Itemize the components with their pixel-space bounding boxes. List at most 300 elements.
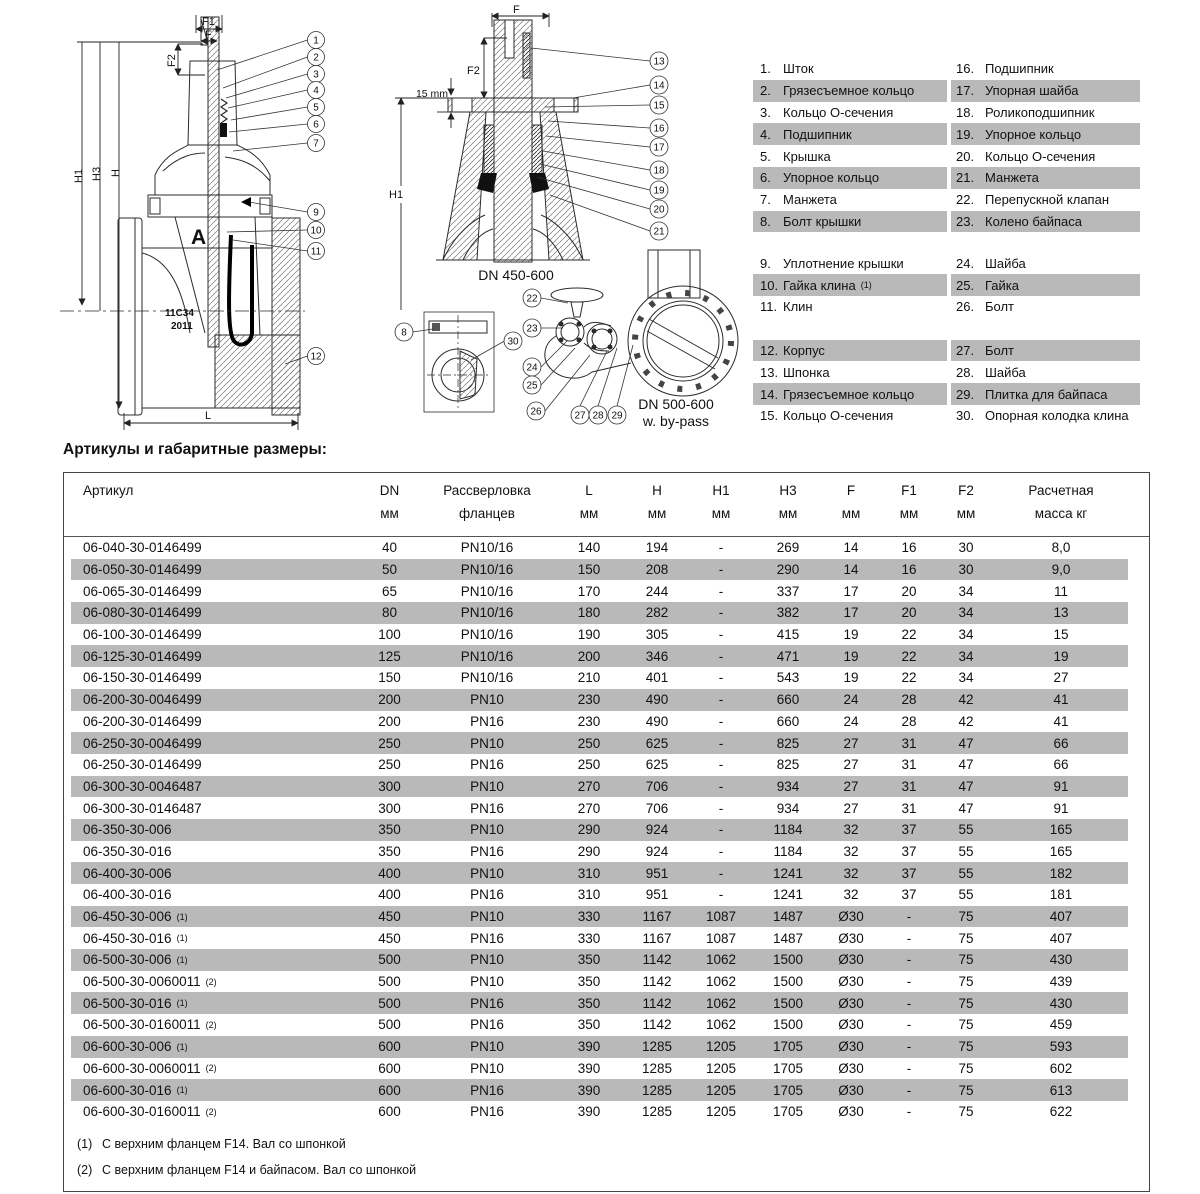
legend-part-name: Кольцо О-сечения [783,408,894,424]
cell-h1: - [688,689,754,711]
cell-h1: - [718,583,724,599]
cell-f2: 75 [958,930,974,946]
cell-h3: 934 [776,800,800,816]
cell-h1: 1205 [688,1079,754,1101]
svg-text:6: 6 [313,119,319,131]
cell-h: 924 [626,819,688,841]
cell-l: 290 [577,843,601,859]
cell-f: 27 [822,776,880,798]
cell-l: 230 [577,713,601,729]
cell-f: Ø30 [822,1079,880,1101]
cell-h: 706 [626,776,688,798]
caption-dn450-600: DN 450-600 [478,267,554,283]
cell-h1: - [718,540,724,556]
cell-mass: 622 [1049,1104,1073,1120]
cell-f1: 28 [880,689,938,711]
cell-drilling: PN10/16 [422,645,552,667]
cell-mass: 15 [1053,627,1069,643]
cell-h: 1167 [626,906,688,928]
svg-text:27: 27 [574,410,586,422]
legend-part-number: 13. [760,364,779,380]
legend-part-number: 7. [760,192,771,208]
cell-drilling: PN16 [470,800,504,816]
footnote-marker: (1) [77,1136,93,1151]
cell-mass: 430 [994,992,1128,1014]
cell-dn: 500 [378,974,401,990]
cell-f2: 47 [958,800,974,816]
cell-l: 180 [552,602,626,624]
cell-h: 194 [645,540,669,556]
cell-f1: 31 [880,732,938,754]
cell-h3: 1705 [772,1104,804,1120]
cell-article: 06-500-30-0160011 (2) [83,1017,217,1033]
cell-article: 06-080-30-0146499 [71,602,357,624]
cell-drilling: PN10 [422,1036,552,1058]
legend-part-name: Уплотнение крышки [783,255,904,271]
cell-f2: 75 [958,1060,974,1076]
cell-drilling: PN10 [422,819,552,841]
legend-part-number: 4. [753,123,783,145]
legend-part-number: 9. [760,255,771,271]
callout-23 [523,319,563,337]
table-footnotes [64,1131,1149,1191]
table-row [64,1036,1149,1058]
col-header-dn: DN мм [379,483,400,521]
dim-15mm-label: 15 mm [415,88,449,100]
svg-text:21: 21 [653,226,665,238]
callout-17 [546,136,668,156]
cell-f2: 75 [938,906,994,928]
cell-h3: 1500 [772,1017,804,1033]
cell-article: 06-600-30-0160011 (2) [83,1104,217,1120]
cell-drilling: PN10/16 [422,602,552,624]
cell-f2: 47 [938,732,994,754]
legend-part-number: 2. [753,80,783,102]
legend-part-number: 16. [956,61,975,77]
cell-h3: 1500 [772,974,804,990]
table-row [64,1079,1149,1101]
cell-h: 490 [645,713,669,729]
cell-f2: 47 [938,776,994,798]
cell-drilling: PN16 [470,1104,504,1120]
cell-dn: 300 [378,800,401,816]
svg-text:23: 23 [526,323,538,335]
cell-h1: - [718,713,724,729]
cell-mass: 41 [994,689,1128,711]
cell-dn: 600 [357,1079,422,1101]
cell-drilling: PN16 [470,887,504,903]
cell-article: 06-125-30-0146499 [71,645,357,667]
svg-text:24: 24 [526,362,538,374]
cell-dn: 400 [357,862,422,884]
table-row [64,949,1149,971]
legend-part-number: 28. [956,364,975,380]
svg-text:4: 4 [313,85,319,97]
cell-mass: 19 [994,645,1128,667]
cell-h3: 1241 [772,887,804,903]
callout-14 [573,76,668,98]
cell-h3: 934 [754,776,822,798]
cell-article: 06-350-30-016 [83,843,172,859]
legend-row [753,58,1140,80]
svg-text:5: 5 [313,102,319,114]
cell-dn: 200 [357,689,422,711]
footnote-text: С верхним фланцем F14. Вал со шпонкой [102,1136,346,1151]
cell-f: 27 [843,800,859,816]
table-row [64,1101,1149,1123]
cell-dn: 65 [381,583,398,599]
cell-dn: 350 [378,843,401,859]
footnote-row [64,1131,1149,1157]
cell-h3: 1705 [772,1060,804,1076]
body-marking-line2: 2011 [171,321,193,332]
legend-part-number: 3. [760,104,771,120]
cell-h: 401 [645,670,669,686]
cell-f: 19 [843,670,859,686]
cell-h3: 1500 [754,949,822,971]
legend-part-name: Гайка клина (1) [783,274,947,296]
cell-h1: - [688,862,754,884]
svg-text:2: 2 [313,52,319,64]
cell-f2: 55 [938,819,994,841]
cell-f2: 42 [958,713,974,729]
cell-h1: - [718,887,724,903]
cell-mass: 41 [1053,713,1069,729]
cell-article: 06-450-30-006 (1) [71,906,357,928]
cell-drilling: PN10/16 [460,670,514,686]
cell-article: 06-400-30-006 [71,862,357,884]
cell-h: 1285 [626,1079,688,1101]
parts-legend [753,58,1140,427]
cell-drilling: PN16 [470,757,504,773]
cell-l: 270 [577,800,601,816]
cell-f1: 31 [901,757,917,773]
cell-h3: 471 [754,645,822,667]
cell-f: 17 [843,583,859,599]
cell-article: 06-600-30-0060011 (2) [83,1060,217,1076]
table-row [64,667,1149,689]
legend-row [753,383,1140,405]
cell-article: 06-040-30-0146499 [83,540,202,556]
cell-dn: 400 [378,887,401,903]
cell-f1: - [906,930,912,946]
cell-mass: 91 [994,776,1128,798]
legend-part-name: Перепускной клапан [985,192,1109,208]
cell-l: 350 [577,1017,601,1033]
legend-part-number: 5. [760,148,771,164]
legend-group-2 [753,252,1140,426]
svg-text:14: 14 [653,80,665,92]
cell-l: 150 [552,559,626,581]
cell-mass: 8,0 [1051,540,1071,556]
cell-article: 06-500-30-0060011 (2) [83,974,217,990]
cell-l: 350 [577,974,601,990]
cell-f1: 31 [880,776,938,798]
cell-h3: 269 [776,540,800,556]
cell-f1: - [880,906,938,928]
cell-l: 190 [577,627,601,643]
col-header-f2: F2 мм [956,483,976,521]
dim-f-label: F [205,29,212,41]
cell-drilling: PN10 [470,1060,504,1076]
cell-mass: 27 [1053,670,1069,686]
table-body [64,537,1149,1123]
cell-f: 32 [843,887,859,903]
cell-article: 06-600-30-006 (1) [71,1036,357,1058]
cell-f: 24 [822,689,880,711]
cell-article: 06-400-30-016 [83,887,172,903]
svg-text:8: 8 [401,327,407,339]
table-row [64,819,1149,841]
dim-f-label-2: F [513,4,520,16]
cell-f1: 22 [901,627,917,643]
cell-l: 230 [552,689,626,711]
legend-part-name: Подшипник [783,123,947,145]
cell-h1: 1205 [705,1060,737,1076]
body-marking-line1: 11C34 [165,308,194,319]
cell-h: 305 [645,627,669,643]
cell-mass: 439 [1049,974,1073,990]
table-row [64,1014,1149,1036]
cell-f: 14 [843,540,859,556]
svg-text:7: 7 [313,138,319,150]
cell-h1: - [718,670,724,686]
legend-part-name: Кольцо О-сечения [985,148,1096,164]
cell-l: 390 [577,1060,601,1076]
svg-text:30: 30 [507,336,519,348]
cell-article: 06-100-30-0146499 [83,627,202,643]
table-row [64,906,1149,928]
cell-f2: 55 [958,843,974,859]
cell-f1: - [880,1036,938,1058]
caption-bypass: w. by-pass [642,413,710,429]
legend-part-name: Корпус [783,340,947,362]
cell-drilling: PN16 [470,1017,504,1033]
cell-f2: 75 [938,1036,994,1058]
cell-f: Ø30 [822,992,880,1014]
col-header-f1: F1 мм [899,483,919,521]
dim-l-label: L [205,410,212,422]
cell-f: Ø30 [838,1104,864,1120]
cell-f2: 75 [958,1104,974,1120]
legend-row [753,145,1140,167]
cell-l: 200 [552,645,626,667]
cell-article: 06-300-30-0046487 [71,776,357,798]
cell-f2: 42 [938,689,994,711]
callout-16 [548,119,668,137]
cell-drilling: PN10 [470,974,504,990]
legend-part-name: Крышка [783,148,831,164]
cell-f1: 31 [901,800,917,816]
callout-29 [608,345,633,424]
cell-f: 27 [822,732,880,754]
table-row [64,992,1149,1014]
cell-f2: 34 [958,670,974,686]
cell-h3: 1184 [773,843,803,859]
valve-body-section [215,335,300,408]
col-header-h: H мм [647,483,667,521]
cell-article: 06-500-30-006 (1) [71,949,357,971]
svg-text:19: 19 [653,185,665,197]
legend-part-number: 12. [753,340,783,362]
legend-part-number: 21. [951,167,985,189]
footnote-row [64,1157,1149,1183]
cell-h1: 1062 [688,992,754,1014]
cell-mass: 407 [1049,930,1073,946]
legend-part-name: Кольцо О-сечения [783,104,894,120]
stem-key [523,33,530,78]
cell-f2: 47 [958,757,974,773]
cell-drilling: PN10 [422,776,552,798]
cell-l: 290 [552,819,626,841]
legend-part-number: 1. [760,61,771,77]
cell-drilling: PN16 [470,843,504,859]
dim-h1-label: H1 [73,168,85,183]
cell-l: 250 [577,757,601,773]
svg-text:25: 25 [526,380,538,392]
table-row [64,776,1149,798]
table-row [64,927,1149,949]
svg-text:15: 15 [653,100,665,112]
cell-h1: 1062 [705,974,737,990]
cell-f1: 20 [901,583,917,599]
cell-dn: 450 [378,930,401,946]
cell-f1: - [906,1017,912,1033]
top-detail-drawing [436,20,590,262]
svg-text:28: 28 [592,410,604,422]
cell-dn: 150 [378,670,401,686]
cell-f: 32 [822,819,880,841]
legend-group-1 [753,58,1140,232]
cell-dn: 250 [357,732,422,754]
legend-part-number: 14. [753,383,783,405]
cell-article: 06-600-30-016 (1) [71,1079,357,1101]
cell-h3: 660 [776,713,800,729]
cell-mass: 9,0 [994,559,1128,581]
legend-part-name: Гайка [985,274,1140,296]
table-row [64,884,1149,906]
svg-text:20: 20 [653,204,665,216]
cell-dn: 80 [357,602,422,624]
cell-drilling: PN10 [422,949,552,971]
cell-h: 346 [626,645,688,667]
cell-h1: 1205 [688,1036,754,1058]
svg-text:16: 16 [653,123,665,135]
cell-mass: 593 [994,1036,1128,1058]
legend-part-number: 19. [951,123,985,145]
cell-h3: 290 [754,559,822,581]
cell-l: 170 [577,583,601,599]
cell-f: Ø30 [838,974,864,990]
legend-part-name: Болт [985,340,1140,362]
cell-f2: 75 [938,992,994,1014]
cell-h: 1167 [642,930,672,946]
cell-f1: 20 [880,602,938,624]
cell-dn: 500 [357,992,422,1014]
col-header-f: F мм [841,483,861,521]
cell-mass: 66 [1053,757,1069,773]
cell-h: 1285 [626,1036,688,1058]
cell-f2: 34 [958,583,974,599]
cell-mass: 13 [994,602,1128,624]
col-header-h1: H1 мм [711,483,731,521]
cell-h: 1142 [626,992,688,1014]
legend-part-number: 29. [951,383,985,405]
cell-h: 1142 [626,949,688,971]
cell-h1: - [688,645,754,667]
cell-article: 06-450-30-016 (1) [83,930,188,946]
cell-mass: 165 [1049,843,1073,859]
legend-part-name: Манжета [985,167,1140,189]
cell-h1: 1087 [688,906,754,928]
cell-f1: 37 [880,862,938,884]
legend-part-number: 8. [753,211,783,233]
cell-h3: 1241 [754,862,822,884]
svg-text:11: 11 [310,246,322,258]
legend-part-number: 25. [951,274,985,296]
cell-drilling: PN16 [422,992,552,1014]
avk-logo: A [191,226,207,249]
cell-drilling: PN10 [422,732,552,754]
cell-f1: 22 [901,670,917,686]
cell-f2: 75 [938,1079,994,1101]
cell-drilling: PN10 [422,689,552,711]
cell-article: 06-200-30-0146499 [83,713,202,729]
cell-f1: 16 [901,540,917,556]
table-row [64,1058,1149,1080]
cell-h3: 1705 [754,1079,822,1101]
legend-part-number: 24. [956,255,975,271]
cell-l: 390 [552,1036,626,1058]
cell-dn: 250 [378,757,401,773]
cell-f2: 34 [958,627,974,643]
cell-h3: 1500 [754,992,822,1014]
legend-row [753,405,1140,427]
cell-l: 390 [552,1079,626,1101]
cell-h: 625 [645,757,669,773]
svg-text:9: 9 [313,207,319,219]
cell-mass: 430 [994,949,1128,971]
dim-f2-label-2: F2 [467,65,480,77]
legend-part-name: Упорное кольцо [783,167,947,189]
cell-h1: - [718,627,724,643]
cell-h1: 1205 [705,1104,737,1120]
legend-part-name: Упорная шайба [985,80,1140,102]
cell-l: 330 [577,930,601,946]
legend-part-name: Колено байпаса [985,211,1140,233]
cell-h1: - [688,732,754,754]
cell-f2: 55 [958,887,974,903]
cell-article: 06-500-30-016 (1) [71,992,357,1014]
legend-row [753,189,1140,211]
legend-part-name: Грязесъемное кольцо [783,80,947,102]
legend-row [753,252,1140,274]
bypass-handwheel [551,288,603,302]
cell-dn: 100 [378,627,401,643]
cell-dn: 600 [357,1036,422,1058]
cell-f2: 30 [958,540,974,556]
dim-f1-label: F1 [202,16,215,28]
col-header-l: L мм [579,483,599,521]
cell-f1: 37 [901,843,917,859]
cell-h: 490 [626,689,688,711]
cell-dn: 300 [357,776,422,798]
cell-f: 19 [822,645,880,667]
legend-row [753,340,1140,362]
legend-row [753,167,1140,189]
cell-h: 625 [626,732,688,754]
table-row [64,797,1149,819]
